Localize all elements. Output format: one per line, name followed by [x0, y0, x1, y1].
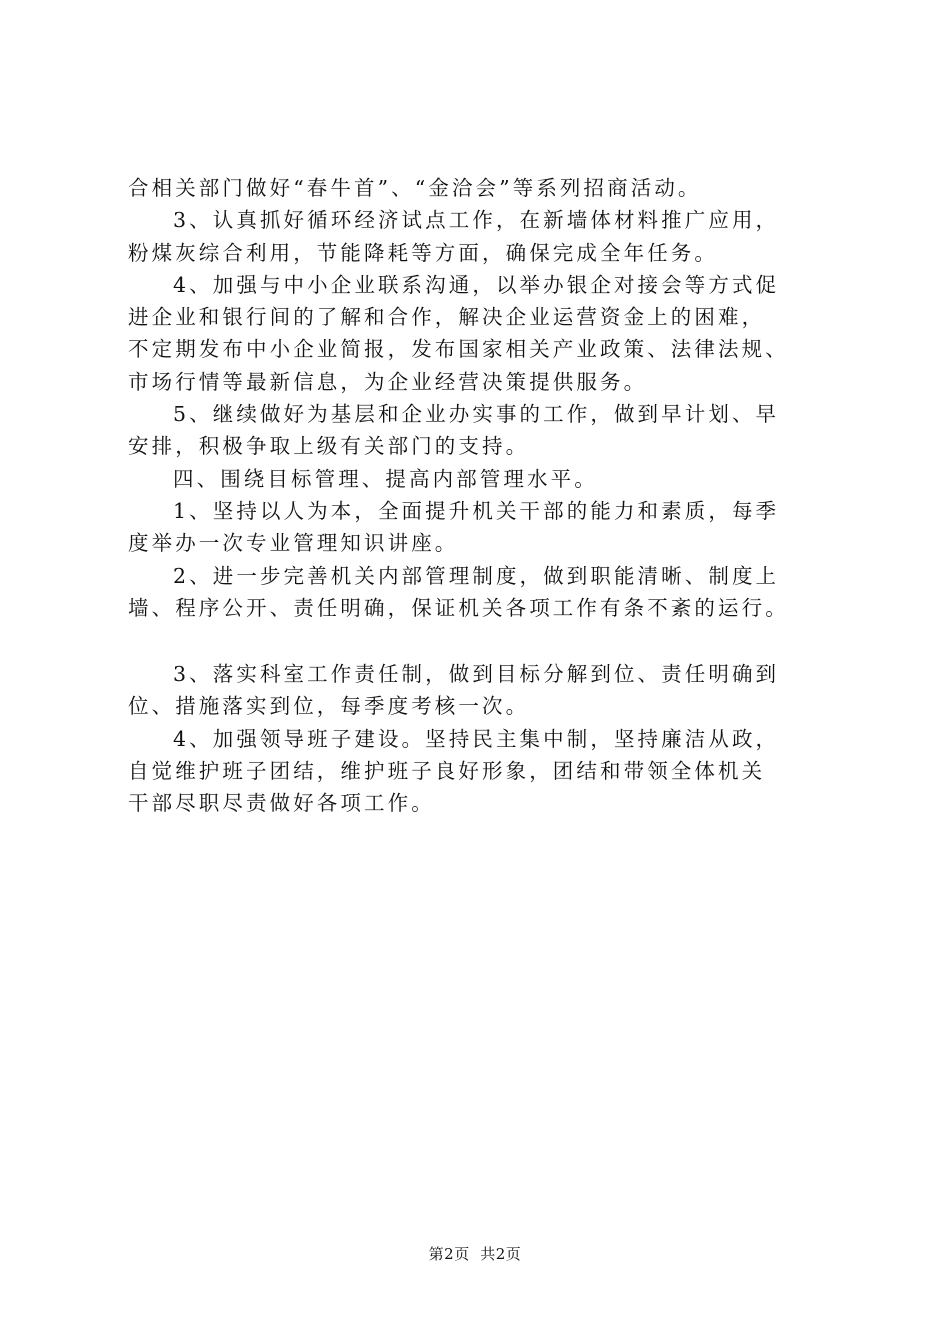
text-line: 4、加强与中小企业联系沟通，以举办银企对接会等方式促: [173, 272, 780, 297]
text-line: 干部尽职尽责做好各项工作。: [128, 791, 435, 816]
paragraph: [128, 172, 858, 204]
text-line: 4、加强领导班子建设。坚持民主集中制，坚持廉洁从政，: [173, 726, 780, 751]
text-line: 四、围绕目标管理、提高内部管理水平。: [173, 466, 598, 491]
paragraph: [128, 463, 858, 495]
paragraph: [128, 560, 858, 625]
text-line: 进企业和银行间的了解和合作，解决企业运营资金上的困难，: [128, 305, 766, 330]
text-line: 市场行情等最新信息，为企业经营决策提供服务。: [128, 369, 648, 394]
text-line: 墙、程序公开、责任明确，保证机关各项工作有条不紊的运行。: [128, 595, 789, 620]
text-line: 安排，积极争取上级有关部门的支持。: [128, 434, 530, 459]
paragraph: [128, 658, 858, 723]
text-line: 3、认真抓好循环经济试点工作，在新墙体材料推广应用，: [173, 208, 780, 233]
paragraph: [128, 398, 858, 463]
paragraph: [128, 723, 858, 820]
paragraph: [128, 495, 858, 560]
page-footer: [0, 1243, 950, 1264]
text-line: 粉煤灰综合利用，节能降耗等方面，确保完成全年任务。: [128, 240, 718, 265]
text-line: 不定期发布中小企业简报，发布国家相关产业政策、法律法规、: [128, 337, 789, 362]
text-line: 1、坚持以人为本，全面提升机关干部的能力和素质，每季: [173, 498, 780, 523]
paragraph: [128, 269, 858, 398]
text-line: 位、措施落实到位，每季度考核一次。: [128, 694, 530, 719]
text-line: 2、进一步完善机关内部管理制度，做到职能清晰、制度上: [173, 563, 780, 588]
text-line: 度举办一次专业管理知识讲座。: [128, 531, 459, 556]
text-line: 合相关部门做好“春牛首”、“金洽会”等系列招商活动。: [128, 176, 702, 200]
text-line: 自觉维护班子团结，维护班子良好形象，团结和带领全体机关: [128, 759, 766, 784]
text-line: 3、落实科室工作责任制，做到目标分解到位、责任明确到: [173, 662, 780, 687]
document-body: [128, 172, 858, 820]
paragraph-gap: [128, 624, 858, 658]
paragraph: [128, 204, 858, 269]
page-number: 第2页: [428, 1245, 470, 1263]
text-line: 5、继续做好为基层和企业办实事的工作，做到早计划、早: [173, 402, 780, 427]
page-total: 共2页: [480, 1245, 522, 1263]
